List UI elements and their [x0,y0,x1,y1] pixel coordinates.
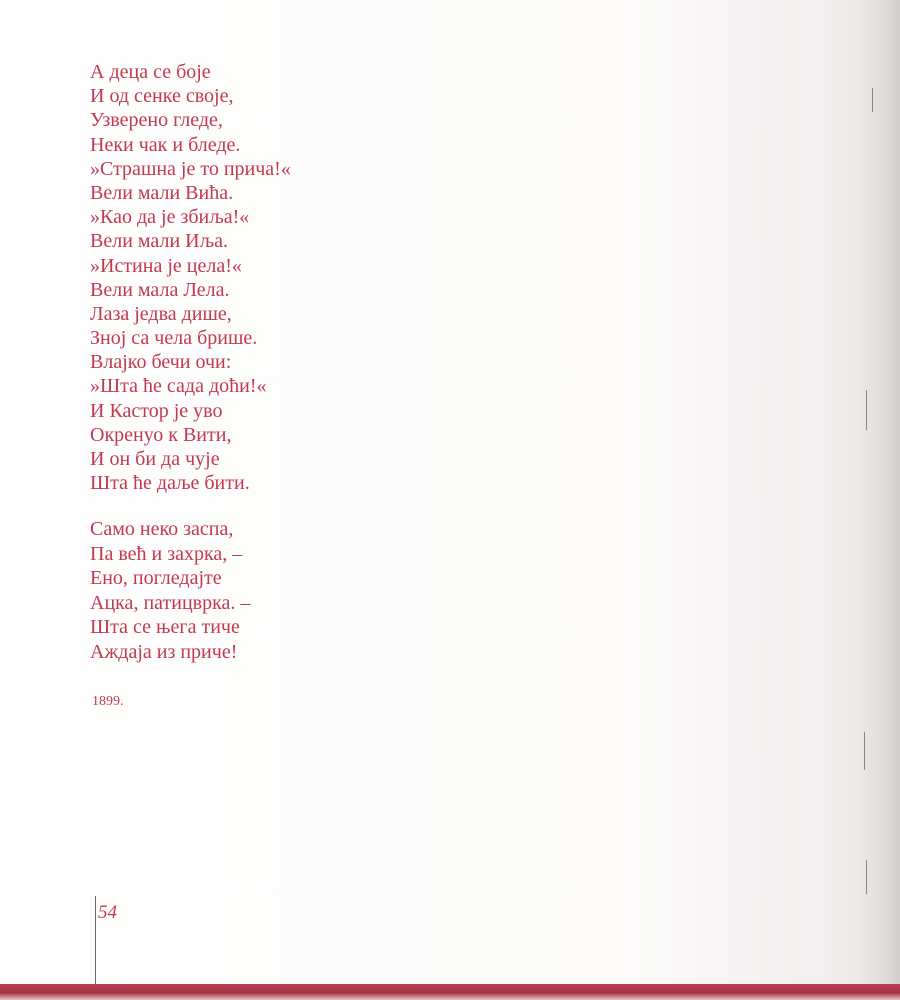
poem-line: »Шта ħе сада доħи!« [90,375,267,398]
poem-line: Вели мали Иља. [90,230,229,253]
poem-line: Вели мали Виħа. [90,181,234,204]
poem-line: Неки чак и бледе. [90,133,241,156]
poem-line: Вели мала Лела. [90,278,230,301]
edge-mark-mid [866,390,867,430]
poem-line: Шта ħе даље бити. [90,472,250,495]
poem-line: И он би да чује [90,448,220,470]
poem-line: Ено, погледајте [90,567,222,589]
poem-line: Шта се њега тиче [90,616,240,638]
poem-line: И од сенке своје, [90,85,234,108]
poem-line: Аждаја из приче! [90,640,238,663]
poem-line: »Истина је цела!« [90,254,242,277]
poem-line: Ацка, патицврка. – [90,591,251,614]
page-number: 54 [98,902,117,923]
edge-mark-top [872,88,873,112]
bottom-binding-band [0,984,900,1000]
poem-line: Зној са чела брише. [90,327,258,350]
edge-mark-low [864,732,865,770]
poem-year: 1899. [92,694,124,709]
poem-line: А деца се боје [90,61,211,83]
page-number-rule [95,896,96,988]
poem-line: И Кастор је уво [90,399,223,422]
poem-line: Само неко заспа, [90,518,234,540]
poem-line: Па веħ и захрка, – [90,542,243,565]
page-edge-shadow [862,0,900,1000]
poem-line: Окренуо к Вити, [90,423,232,446]
poem-line: Влајко бечи очи: [90,351,232,374]
poem-line: Узверено гледе, [90,109,223,132]
poem-line: »Као да је збиља!« [90,206,250,229]
poem-line: »Страшна је то прича!« [90,157,291,180]
poem-stanza-2 [90,517,250,664]
poem-stanza-1 [90,60,291,495]
edge-mark-bottom [866,860,867,894]
poem-line: Лаза једва дише, [90,302,232,325]
